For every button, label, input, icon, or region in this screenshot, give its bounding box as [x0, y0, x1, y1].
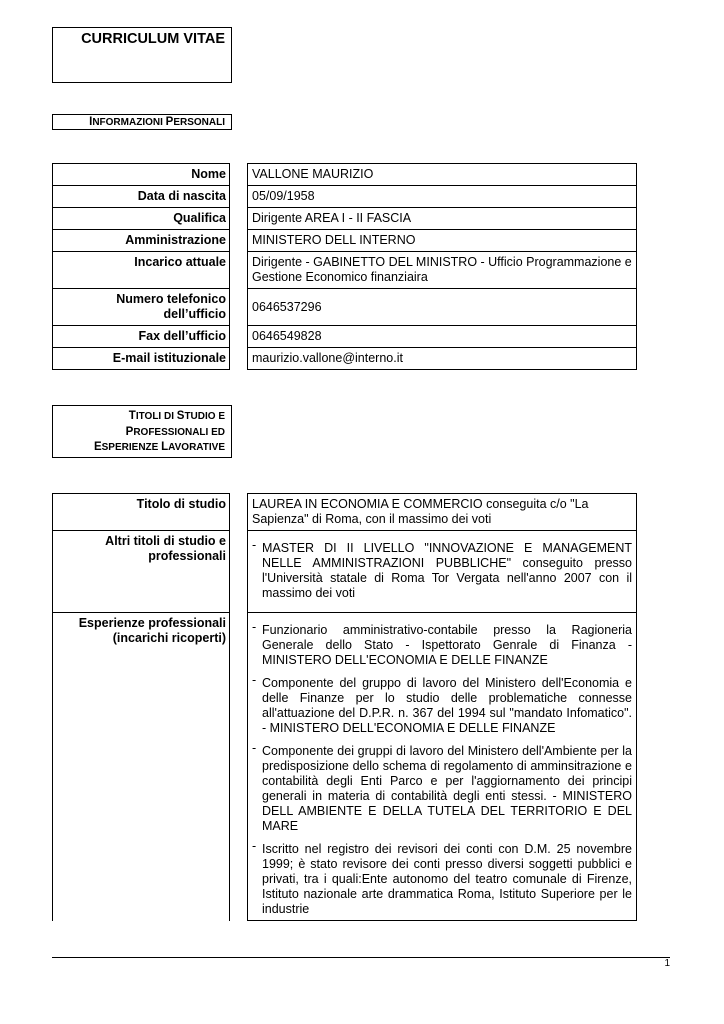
table-row [53, 208, 637, 230]
heading-text: ROFESSIONALI ED [133, 426, 225, 438]
cv-title-box [52, 27, 232, 83]
heading-initial: P [125, 425, 134, 438]
field-value: VALLONE MAURIZIO [248, 164, 637, 186]
field-value: Dirigente - GABINETTO DEL MINISTRO - Ufficio Programmazione e Gestione Economico finanziaira [248, 252, 637, 289]
list-item-text: Iscritto nel registro dei revisori dei conti con D.M. 25 novembre 1999; è stato revisore dei conti presso diversi soggetti pubblici e privati, tra i quali:Ente autonomo del teatro comunale di Firenze, Istituto nazionale arte drammatica Roma, Istituto Superiore per le industrie [262, 842, 632, 916]
bullet-dash: - [252, 538, 257, 552]
field-label: Data di nascita [53, 186, 230, 208]
heading-text: TUDIO E [184, 411, 225, 422]
field-label: E-mail istituzionale [53, 348, 230, 370]
heading-text: SPERIENZE [101, 442, 162, 453]
heading-initial: I [89, 116, 93, 128]
list-item-text: Componente dei gruppi di lavoro del Ministero dell'Ambiente per la predisposizione dello schema di regolamento di amminsitrazione e contabilità degli Enti Parco e per l'aggiornamento dei principi generali in materia di contabilità degli enti stessi. - MINISTERO DELL AMBIENTE E DELLA TUTELA DEL TERRITORIO E DEL MARE [262, 744, 632, 833]
field-value: Dirigente AREA I - II FASCIA [248, 208, 637, 230]
table-row [53, 186, 637, 208]
cv-title: CURRICULUM VITAE [81, 31, 225, 47]
education-table [52, 493, 637, 921]
field-label: Nome [53, 164, 230, 186]
field-value: MINISTERO DELL INTERNO [248, 230, 637, 252]
table-row [53, 326, 637, 348]
field-label: Amministrazione [53, 230, 230, 252]
field-value: maurizio.vallone@interno.it [248, 348, 637, 370]
field-value: 0646537296 [248, 289, 637, 326]
personal-info-table [52, 163, 637, 370]
field-label: Titolo di studio [53, 494, 230, 531]
heading-initial: T [128, 410, 136, 422]
table-row [53, 348, 637, 370]
list-item-text: Funzionario amministrativo-contabile presso la Ragioneria Generale dello Stato - Ispettorato Genrale di Finanza - MINISTERO DELL'ECONOMIA E DELLE FINANZE [262, 623, 632, 667]
table-row [53, 531, 637, 613]
field-label: Altri titoli di studio e professionali [53, 531, 230, 613]
page-number: 1 [664, 958, 670, 969]
list-item [252, 620, 632, 668]
field-value [248, 531, 637, 613]
heading-text: ITOLI DI [135, 411, 177, 422]
footer-divider [52, 957, 670, 958]
table-row [53, 289, 637, 326]
field-label: Qualifica [53, 208, 230, 230]
list-item [252, 741, 632, 834]
section-education-heading [52, 405, 232, 458]
field-value [248, 613, 637, 921]
list-item-text: MASTER DI II LIVELLO "INNOVAZIONE E MANAGEMENT NELLE AMMINISTRAZIONI PUBBLICHE" conseguito presso l'Università statale di Roma Tor Vergata nell'anno 2007 con il massimo dei voti [262, 541, 632, 600]
heading-text: ERSONALI [173, 117, 225, 128]
table-row [53, 494, 637, 531]
field-label: Incarico attuale [53, 252, 230, 289]
list-item [252, 538, 632, 601]
bullet-dash: - [252, 673, 257, 687]
field-label: Esperienze professionali (incarichi ricoperti) [53, 613, 230, 921]
table-row [53, 164, 637, 186]
heading-initial: E [93, 441, 102, 453]
field-label: Fax dell’ufficio [53, 326, 230, 348]
bullet-dash: - [252, 839, 257, 853]
heading-initial: P [165, 116, 174, 128]
section-personal-info-heading [52, 114, 232, 130]
field-label: Numero telefonico dell’ufficio [53, 289, 230, 326]
bullet-dash: - [252, 741, 257, 755]
field-value: LAUREA IN ECONOMIA E COMMERCIO conseguita c/o "La Sapienza" di Roma, con il massimo dei voti [248, 494, 637, 531]
table-row [53, 252, 637, 289]
table-row [53, 613, 637, 921]
heading-text: NFORMAZIONI [92, 117, 166, 128]
list-item [252, 839, 632, 917]
heading-initial: S [176, 410, 185, 422]
field-value: 0646549828 [248, 326, 637, 348]
heading-text: AVORATIVE [168, 442, 225, 453]
bullet-dash: - [252, 620, 257, 634]
list-item [252, 673, 632, 736]
field-value: 05/09/1958 [248, 186, 637, 208]
list-item-text: Componente del gruppo di lavoro del Ministero dell'Economia e delle Finanze per lo studio delle problematiche connesse all'attuazione del D.P.R. n. 367 del 1994 sul "mandato Infomatico". - MINISTERO DELL'ECONOMIA E DELLE FINANZE [262, 676, 632, 735]
heading-initial: L [161, 441, 169, 453]
table-row [53, 230, 637, 252]
